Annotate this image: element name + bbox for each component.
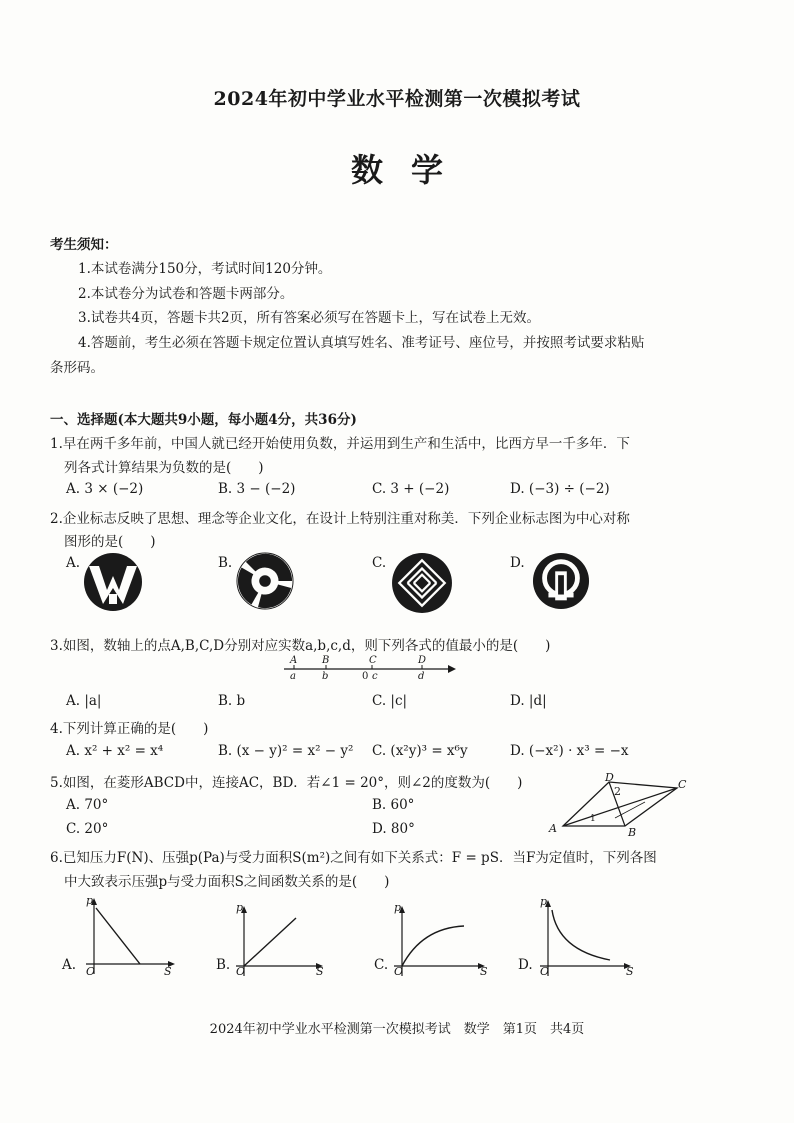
q5-option-d: D. 80°	[372, 821, 415, 837]
graph-b-label: B.	[216, 957, 231, 973]
rhombus-label-a: A	[549, 822, 557, 835]
q1-stem-line1: 1.早在两千多年前，中国人就已经开始使用负数，并运用到生产和生活中，比西方早一千多年．下	[50, 436, 630, 452]
section-heading: 一、选择题(本大题共9小题，每小题4分，共36分)	[50, 412, 357, 428]
graph-c-label: C.	[374, 957, 389, 973]
axis-value-a: a	[290, 671, 296, 682]
q5-stem: 5.如图，在菱形ABCD中，连接AC，BD．若∠1 = 20°，则∠2的度数为( )	[50, 775, 523, 791]
q3-option-d: D. |d|	[510, 693, 547, 709]
graph-a-axis-s: S	[164, 965, 172, 978]
q2-label-d: D.	[510, 555, 525, 571]
q4-option-a: A. x² + x² = x⁴	[66, 743, 164, 759]
axis-point-d: D	[418, 655, 427, 666]
axis-point-c: C	[369, 655, 377, 666]
q1-stem-line2: 列各式计算结果为负数的是( )	[64, 460, 264, 476]
graph-a-axis-p: p	[86, 894, 94, 907]
graph-d-axis-s: S	[626, 965, 634, 978]
graph-a-origin: O	[86, 965, 96, 978]
subject-title: 数学	[350, 151, 471, 189]
axis-value-d: d	[418, 671, 425, 682]
logo-b-icon	[236, 552, 294, 610]
q2-stem-line1: 2.企业标志反映了思想、理念等企业文化，在设计上特别注重对称美．下列企业标志图为中心对称	[50, 511, 630, 527]
q4-option-b: B. (x − y)² = x² − y²	[218, 743, 354, 759]
logo-a-icon	[83, 552, 143, 612]
q3-option-b: B. b	[218, 693, 246, 709]
q1-option-d: D. (−3) ÷ (−2)	[510, 481, 610, 497]
exam-title: 2024年初中学业水平检测第一次模拟考试	[213, 88, 581, 110]
rhombus-angle-2: 2	[614, 785, 621, 798]
notice-item-4-cont: 条形码。	[50, 360, 104, 376]
axis-value-c: c	[372, 671, 378, 682]
axis-point-b: B	[322, 655, 330, 666]
q3-option-c: C. |c|	[372, 693, 408, 709]
graph-c-origin: O	[394, 965, 404, 978]
graph-d-axis-p: p	[540, 895, 548, 908]
q5-option-a: A. 70°	[66, 797, 109, 813]
notice-item-4: 4.答题前，考生必须在答题卡规定位置认真填写姓名、准考证号、座位号，并按照考试要求粘贴	[78, 335, 645, 351]
notice-item-2: 2.本试卷分为试卷和答题卡两部分。	[78, 286, 294, 302]
q1-option-a: A. 3 × (−2)	[66, 481, 144, 497]
q3-option-a: A. |a|	[66, 693, 102, 709]
graph-b-origin: O	[236, 965, 246, 978]
graph-a-label: A.	[62, 957, 77, 973]
graph-c-axis-s: S	[480, 965, 488, 978]
graph-b-axis-p: p	[236, 901, 244, 914]
rhombus-figure	[545, 772, 695, 838]
q2-stem-line2: 图形的是( )	[64, 534, 156, 550]
q5-option-c: C. 20°	[66, 821, 109, 837]
q1-option-c: C. 3 + (−2)	[372, 481, 450, 497]
notice-heading: 考生须知：	[50, 237, 118, 253]
graph-d-label: D.	[518, 957, 533, 973]
q6-stem-line2: 中大致表示压强p与受力面积S之间函数关系的是( )	[64, 874, 390, 890]
q4-stem: 4.下列计算正确的是( )	[50, 721, 209, 737]
axis-origin: 0	[362, 671, 369, 682]
q6-stem-line1: 6.已知压力F(N)、压强p(Pa)与受力面积S(m²)之间有如下关系式：F = pS．当F为定值时，下列各图	[50, 850, 657, 866]
rhombus-label-b: B	[628, 826, 637, 839]
axis-point-a: A	[290, 655, 298, 666]
q4-option-c: C. (x²y)³ = x⁶y	[372, 743, 468, 759]
axis-value-b: b	[322, 671, 329, 682]
logo-c-icon	[391, 552, 453, 614]
logo-d-icon	[532, 552, 590, 610]
q3-stem: 3.如图，数轴上的点A,B,C,D分别对应实数a,b,c,d，则下列各式的值最小的是( )	[50, 638, 551, 654]
q4-option-d: D. (−x²) · x³ = −x	[510, 743, 629, 759]
graph-b-axis-s: S	[316, 965, 324, 978]
page-footer: 2024年初中学业水平检测第一次模拟考试 数学 第1页 共4页	[209, 1022, 585, 1037]
graph-d	[538, 898, 638, 982]
notice-item-3: 3.试卷共4页，答题卡共2页，所有答案必须写在答题卡上，写在试卷上无效。	[78, 310, 541, 326]
graph-d-origin: O	[540, 965, 550, 978]
notice-item-1: 1.本试卷满分150分，考试时间120分钟。	[78, 261, 332, 277]
q2-label-a: A.	[66, 555, 81, 571]
q1-option-b: B. 3 − (−2)	[218, 481, 296, 497]
q2-label-c: C.	[372, 555, 387, 571]
graph-c-axis-p: p	[394, 901, 402, 914]
rhombus-label-d: D	[605, 771, 614, 784]
rhombus-label-c: C	[678, 778, 687, 791]
q2-label-b: B.	[218, 555, 233, 571]
rhombus-angle-1: 1	[590, 814, 596, 824]
graph-c	[392, 904, 492, 982]
q5-option-b: B. 60°	[372, 797, 415, 813]
